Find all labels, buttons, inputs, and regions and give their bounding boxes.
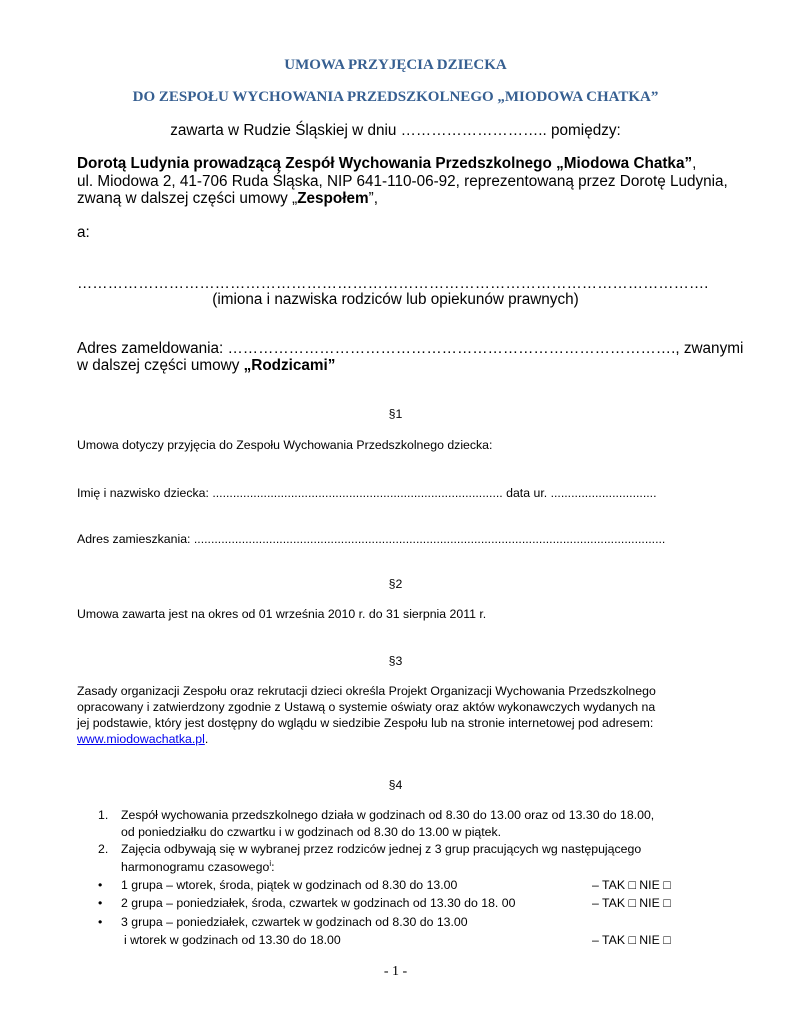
party1-line3	[77, 190, 378, 208]
title-line-1: UMOWA PRZYJĘCIA DZIECKA	[284, 57, 507, 73]
group-1-text: 1 grupa – wtorek, środa, piątek w godzinach od 8.30 do 13.00	[121, 878, 458, 892]
section-3-line-4	[77, 732, 208, 746]
item-2-line-2-text: harmonogramu czasowego	[121, 860, 270, 875]
item-2-number: 2.	[98, 842, 109, 856]
item-2-line-2	[121, 859, 275, 874]
item-1-line-2: od poniedziałku do czwartku i w godzinach od 8.30 do 13.00 w piątek.	[121, 825, 502, 839]
group-2-bullet: •	[98, 896, 103, 910]
group-1-options[interactable]: – TAK □ NIE □	[592, 878, 671, 892]
group-1-bullet: •	[98, 878, 103, 892]
group-3-bullet: •	[98, 915, 103, 929]
section-3-line-1: Zasady organizacji Zespołu oraz rekrutacji dzieci określa Projekt Organizacji Wychowania Przedszkolnego	[77, 684, 656, 698]
item-2-line-1: Zajęcia odbywają się w wybranej przez rodziców jednej z 3 grup pracujących wg następującego	[121, 842, 642, 856]
website-link[interactable]: www.miodowachatka.pl	[77, 732, 205, 746]
party1-line3-pre: zwaną w dalszej części umowy „	[77, 190, 298, 207]
section-3-heading: §3	[388, 654, 403, 668]
page-number: - 1 -	[383, 964, 408, 979]
item-1-number: 1.	[98, 808, 109, 822]
footnote-marker: i	[269, 859, 272, 868]
address-line-2-bold: „Rodzicami”	[243, 357, 336, 374]
group-2-text: 2 grupa – poniedziałek, środa, czwartek w godzinach od 13.30 do 18. 00	[121, 896, 516, 910]
address-line-2-pre: w dalszej części umowy	[77, 357, 244, 374]
item-1-line-1: Zespół wychowania przedszkolnego działa w godzinach od 8.30 do 13.00 oraz od 13.30 do 18.00,	[121, 808, 655, 822]
parents-dots-line: …………………………………………………………………………………………………………….	[77, 275, 709, 292]
party1-comma: ,	[692, 155, 697, 172]
section-1-text: Umowa dotyczy przyjęcia do Zespołu Wychowania Przedszkolnego dziecka:	[77, 438, 493, 452]
section-2-text: Umowa zawarta jest na okres od 01 września 2010 r. do 31 sierpnia 2011 r.	[77, 607, 487, 621]
item-2-colon: :	[271, 860, 275, 875]
party1-line1	[77, 155, 696, 173]
and-label: a:	[77, 224, 90, 241]
section-3-line-3: jej podstawie, który jest dostępny do wglądu w siedzibie Zespołu lub na stronie internetowej pod adresem:	[77, 716, 654, 730]
party1-bold: Dorotą Ludynia prowadzącą Zespół Wychowania Przedszkolnego „Miodowa Chatka”	[77, 155, 693, 172]
group-3-text: 3 grupa – poniedziałek, czwartek w godzinach od 8.30 do 13.00	[121, 915, 468, 929]
party1-line3-post: ”,	[368, 190, 378, 207]
party1-line2: ul. Miodowa 2, 41-706 Ruda Śląska, NIP 641-110-06-92, reprezentowaną przez Dorotę Ludynia,	[77, 173, 728, 190]
child-address-line: Adres zamieszkania: ..........................................................................................................................................	[77, 532, 666, 546]
concluded-line: zawarta w Rudzie Śląskiej w dniu ……………………….. pomiędzy:	[170, 122, 621, 139]
section-3-line-2: opracowany i zatwierdzony zgodnie z Ustawą o systemie oświaty oraz aktów wykonawczych wydanych na	[77, 700, 656, 714]
section-1-heading: §1	[388, 407, 403, 421]
address-line: Adres zameldowania: ……………………………………………………………………………., zwanymi	[77, 340, 744, 357]
section-2-heading: §2	[388, 577, 403, 591]
parents-caption: (imiona i nazwiska rodziców lub opiekunów prawnych)	[212, 291, 579, 308]
section-3-link-period: .	[204, 732, 209, 746]
address-line-2	[77, 357, 335, 375]
section-4-heading: §4	[388, 778, 403, 792]
child-name-line: Imię i nazwisko dziecka: ..................................................................................... data ur. ...............................	[77, 486, 657, 500]
group-3-text-line-2: i wtorek w godzinach od 13.30 do 18.00	[124, 933, 341, 947]
group-2-options[interactable]: – TAK □ NIE □	[592, 896, 671, 910]
title-line-2: DO ZESPOŁU WYCHOWANIA PRZEDSZKOLNEGO „MIODOWA CHATKA”	[132, 89, 659, 105]
party1-line3-bold: Zespołem	[297, 190, 369, 207]
group-3-options[interactable]: – TAK □ NIE □	[592, 933, 671, 947]
